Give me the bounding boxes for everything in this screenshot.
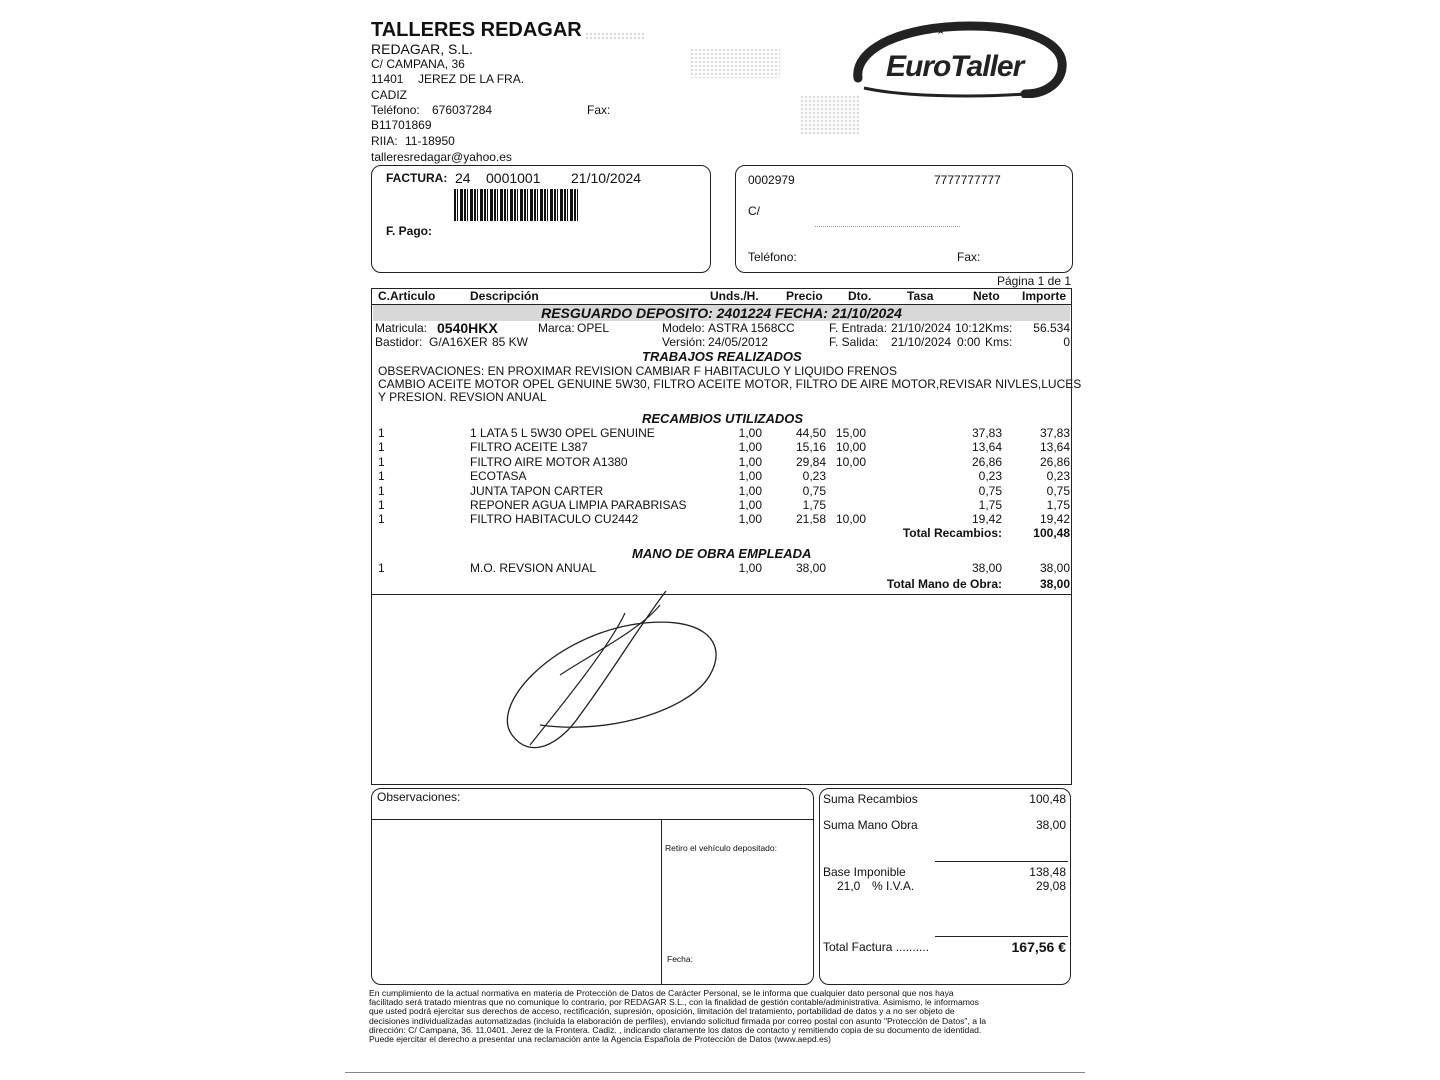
part-amount: 0,75 bbox=[1046, 483, 1070, 498]
part-amount: 19,42 bbox=[1039, 512, 1070, 527]
labor-desc: M.O. REVSION ANUAL bbox=[470, 561, 597, 575]
part-code: 1 bbox=[378, 469, 385, 484]
vehicle-chassis: G/A16XER bbox=[429, 335, 488, 349]
col-header-amount: Importe bbox=[1022, 289, 1067, 303]
parts-title: RECAMBIOS UTILIZADOS bbox=[642, 411, 804, 426]
invoice-total-label: Total Factura .......... bbox=[823, 940, 930, 954]
part-disc: 10,00 bbox=[835, 512, 866, 527]
vehicle-model: ASTRA 1568CC bbox=[708, 321, 795, 335]
labor-amount: 38,00 bbox=[1039, 561, 1070, 575]
company-tax-id: B11701869 bbox=[371, 118, 432, 132]
exit-date: 21/10/2024 bbox=[891, 335, 952, 349]
part-code: 1 bbox=[378, 498, 385, 512]
vehicle-plate: 0540HKX bbox=[437, 320, 498, 336]
labor-total: 38,00 bbox=[1039, 577, 1070, 591]
part-price: 0,23 bbox=[802, 469, 826, 484]
pickup-date-label: Fecha: bbox=[667, 954, 693, 964]
part-qty: 1,00 bbox=[738, 454, 762, 469]
labor-title: MANO DE OBRA EMPLEADA bbox=[632, 546, 812, 561]
part-code: 1 bbox=[378, 483, 385, 498]
base-divider bbox=[935, 861, 1068, 862]
labor-total-label: Total Mano de Obra: bbox=[886, 577, 1002, 591]
customer-fax-label: Fax: bbox=[957, 250, 981, 264]
company-riia: 11-18950 bbox=[405, 134, 455, 148]
base-label: Base Imponible bbox=[823, 865, 906, 879]
part-disc: 10,00 bbox=[835, 454, 866, 469]
customer-code: 0002979 bbox=[748, 173, 795, 187]
version-label: Versión: bbox=[662, 335, 706, 349]
company-email: talleresredagar@yahoo.es bbox=[371, 150, 512, 164]
redacted-address bbox=[815, 226, 960, 231]
barcode bbox=[454, 189, 580, 221]
labor-code: 1 bbox=[378, 561, 385, 575]
kms-in-label: Kms: bbox=[985, 321, 1013, 335]
exit-time: 0:00 bbox=[957, 335, 981, 349]
entry-label: F. Entrada: bbox=[829, 321, 888, 335]
scan-noise bbox=[585, 32, 645, 40]
total-divider bbox=[935, 936, 1068, 937]
vehicle-version: 24/05/2012 bbox=[708, 335, 769, 349]
vat-amount: 29,08 bbox=[1035, 879, 1066, 893]
company-legal-name: REDAGAR, S.L. bbox=[371, 41, 473, 57]
scan-noise bbox=[800, 95, 860, 135]
parts-total: 100,48 bbox=[1033, 526, 1070, 540]
sum-parts-label: Suma Recambios bbox=[823, 792, 918, 806]
part-price: 44,50 bbox=[795, 426, 826, 440]
page-indicator: Página 1 de 1 bbox=[996, 274, 1071, 288]
part-desc: ECOTASA bbox=[470, 469, 527, 484]
part-qty: 1,00 bbox=[738, 512, 762, 527]
plate-label: Matricula: bbox=[375, 321, 428, 335]
part-price: 21,58 bbox=[795, 512, 826, 527]
invoice-number: 0001001 bbox=[486, 170, 541, 186]
work-line: OBSERVACIONES: EN PROXIMAR REVISION CAMBIAR F HABITACULO Y LIQUIDO FRENOS bbox=[378, 364, 897, 378]
observations-box bbox=[371, 788, 814, 985]
part-amount: 13,64 bbox=[1039, 440, 1070, 455]
part-net: 0,75 bbox=[978, 483, 1002, 498]
part-qty: 1,00 bbox=[738, 498, 762, 512]
company-phone: 676037284 bbox=[432, 103, 493, 117]
company-riia-label: RIIA: bbox=[371, 134, 398, 148]
part-price: 15,16 bbox=[795, 440, 826, 455]
labor-price: 38,00 bbox=[795, 561, 826, 575]
part-amount: 26,86 bbox=[1039, 454, 1070, 469]
sum-parts: 100,48 bbox=[1029, 792, 1066, 806]
logo-text: EuroTaller bbox=[886, 50, 1024, 83]
customer-phone-label: Teléfono: bbox=[748, 250, 797, 264]
company-phone-label: Teléfono: bbox=[371, 103, 420, 117]
observations-label: Observaciones: bbox=[377, 790, 461, 804]
part-qty: 1,00 bbox=[738, 426, 762, 440]
customer-address-prefix: C/ bbox=[748, 204, 760, 218]
company-city: JEREZ DE LA FRA. bbox=[418, 72, 525, 86]
part-net: 0,23 bbox=[978, 469, 1002, 484]
col-header-qty: Unds./H. bbox=[710, 289, 759, 303]
part-amount: 37,83 bbox=[1039, 426, 1070, 440]
part-code: 1 bbox=[378, 512, 385, 527]
vehicle-power: 85 KW bbox=[492, 335, 529, 349]
company-street: C/ CAMPANA, 36 bbox=[371, 57, 465, 71]
kms-out: 0 bbox=[1063, 335, 1070, 349]
vat-label: % I.V.A. bbox=[872, 879, 915, 893]
col-header-net: Neto bbox=[973, 289, 1000, 303]
part-code: 1 bbox=[378, 426, 385, 440]
scan-noise bbox=[690, 48, 780, 78]
col-header-discount: Dto. bbox=[848, 289, 872, 303]
pickup-label: Retiro el vehículo depositado: bbox=[665, 843, 777, 853]
observations-divider bbox=[371, 819, 814, 820]
model-label: Modelo: bbox=[662, 321, 705, 335]
part-desc: JUNTA TAPON CARTER bbox=[470, 483, 604, 498]
invoice-date: 21/10/2024 bbox=[571, 170, 642, 186]
company-province: CADIZ bbox=[371, 88, 407, 102]
part-desc: FILTRO HABITACULO CU2442 bbox=[470, 512, 639, 527]
company-fax-label: Fax: bbox=[587, 103, 611, 117]
part-qty: 1,00 bbox=[738, 469, 762, 484]
part-desc: FILTRO ACEITE L387 bbox=[470, 440, 588, 455]
col-header-rate: Tasa bbox=[907, 289, 934, 303]
labor-net: 38,00 bbox=[971, 561, 1002, 575]
eurotaller-logo bbox=[850, 20, 1070, 98]
chassis-label: Bastidor: bbox=[375, 335, 423, 349]
invoice-series: 24 bbox=[455, 170, 471, 186]
entry-date: 21/10/2024 bbox=[891, 321, 952, 335]
work-line: Y PRESION. REVSION ANUAL bbox=[378, 390, 547, 404]
part-desc: 1 LATA 5 L 5W30 OPEL GENUINE bbox=[470, 426, 655, 440]
handwritten-signature bbox=[490, 585, 740, 765]
work-title: TRABAJOS REALIZADOS bbox=[642, 349, 802, 364]
part-net: 1,75 bbox=[978, 498, 1002, 512]
exit-label: F. Salida: bbox=[829, 335, 879, 349]
parts-total-label: Total Recambios: bbox=[902, 526, 1002, 540]
legal-notice: En cumplimiento de la actual normativa en materia de Protección de Datos de Carácter Personal, se le informa que cualquier dato personal que nos haya facilitado será tratado mientras que no comunique lo contrario, por REDAGAR S.L., con la finalidad de gestión contable/administrativa. Asimismo, le informamos que usted podrá ejercitar sus derechos de acceso, rectificación, supresión, oposición, limitación del tratamiento, portabilidad de datos y a no ser objeto de decisiones individualizadas automatizadas (incluida la elaboración de perfiles), enviando solicitud firmada por correo postal con asunto "Protección de Datos", a la dirección: C/ Campana, 36. 11.0401. Jerez de la Frontera. Cadiz. , indicando claramente los datos de contacto y remitiendo copia de su documento de identidad. Puede ejercitar el derecho a presentar una reclamación ante la Agencia Española de Protección de Datos (www.aepd.es) bbox=[369, 988, 987, 1045]
col-header-description: Descripción bbox=[470, 289, 539, 303]
svg-text:★ ★ ★: ★ ★ ★ bbox=[912, 26, 946, 37]
part-code: 1 bbox=[378, 440, 385, 455]
part-net: 26,86 bbox=[971, 454, 1002, 469]
part-price: 1,75 bbox=[802, 498, 826, 512]
part-price: 29,84 bbox=[795, 454, 826, 469]
part-net: 13,64 bbox=[971, 440, 1002, 455]
base-amount: 138,48 bbox=[1029, 865, 1066, 879]
kms-out-label: Kms: bbox=[985, 335, 1013, 349]
company-postal-code: 11401 bbox=[371, 72, 404, 86]
col-header-code: C.Articulo bbox=[378, 289, 436, 303]
sum-labor-label: Suma Mano Obra bbox=[823, 818, 918, 832]
sum-labor: 38,00 bbox=[1035, 818, 1066, 832]
col-header-price: Precio bbox=[786, 289, 823, 303]
part-net: 37,83 bbox=[971, 426, 1002, 440]
part-desc: REPONER AGUA LIMPIA PARABRISAS bbox=[470, 498, 687, 512]
bottom-rule bbox=[345, 1072, 1085, 1073]
company-name: TALLERES REDAGAR bbox=[371, 19, 582, 41]
part-disc: 10,00 bbox=[835, 440, 866, 455]
part-desc: FILTRO AIRE MOTOR A1380 bbox=[470, 454, 628, 469]
vat-rate: 21,0 bbox=[837, 879, 861, 893]
work-line: CAMBIO ACEITE MOTOR OPEL GENUINE 5W30, FILTRO ACEITE MOTOR, FILTRO DE AIRE MOTOR,REVISAR NIVLES,LUCES bbox=[378, 377, 1082, 391]
part-amount: 1,75 bbox=[1046, 498, 1070, 512]
part-qty: 1,00 bbox=[738, 483, 762, 498]
payment-label: F. Pago: bbox=[386, 224, 433, 238]
entry-time: 10:12 bbox=[955, 321, 986, 335]
labor-qty: 1,00 bbox=[738, 561, 762, 575]
make-label: Marca: bbox=[538, 321, 575, 335]
pickup-divider bbox=[661, 819, 662, 985]
vehicle-make: OPEL bbox=[577, 321, 610, 335]
part-net: 19,42 bbox=[971, 512, 1002, 527]
invoice-label: FACTURA: bbox=[386, 171, 448, 185]
part-code: 1 bbox=[378, 454, 385, 469]
part-qty: 1,00 bbox=[738, 440, 762, 455]
kms-in: 56.534 bbox=[1033, 321, 1070, 335]
customer-tax-id: 7777777777 bbox=[934, 173, 1001, 187]
invoice-total: 167,56 € bbox=[1011, 939, 1066, 955]
part-amount: 0,23 bbox=[1046, 469, 1070, 484]
part-disc: 15,00 bbox=[835, 426, 866, 440]
part-price: 0,75 bbox=[802, 483, 826, 498]
deposit-title: RESGUARDO DEPOSITO: 2401224 FECHA: 21/10/2024 bbox=[541, 305, 902, 321]
